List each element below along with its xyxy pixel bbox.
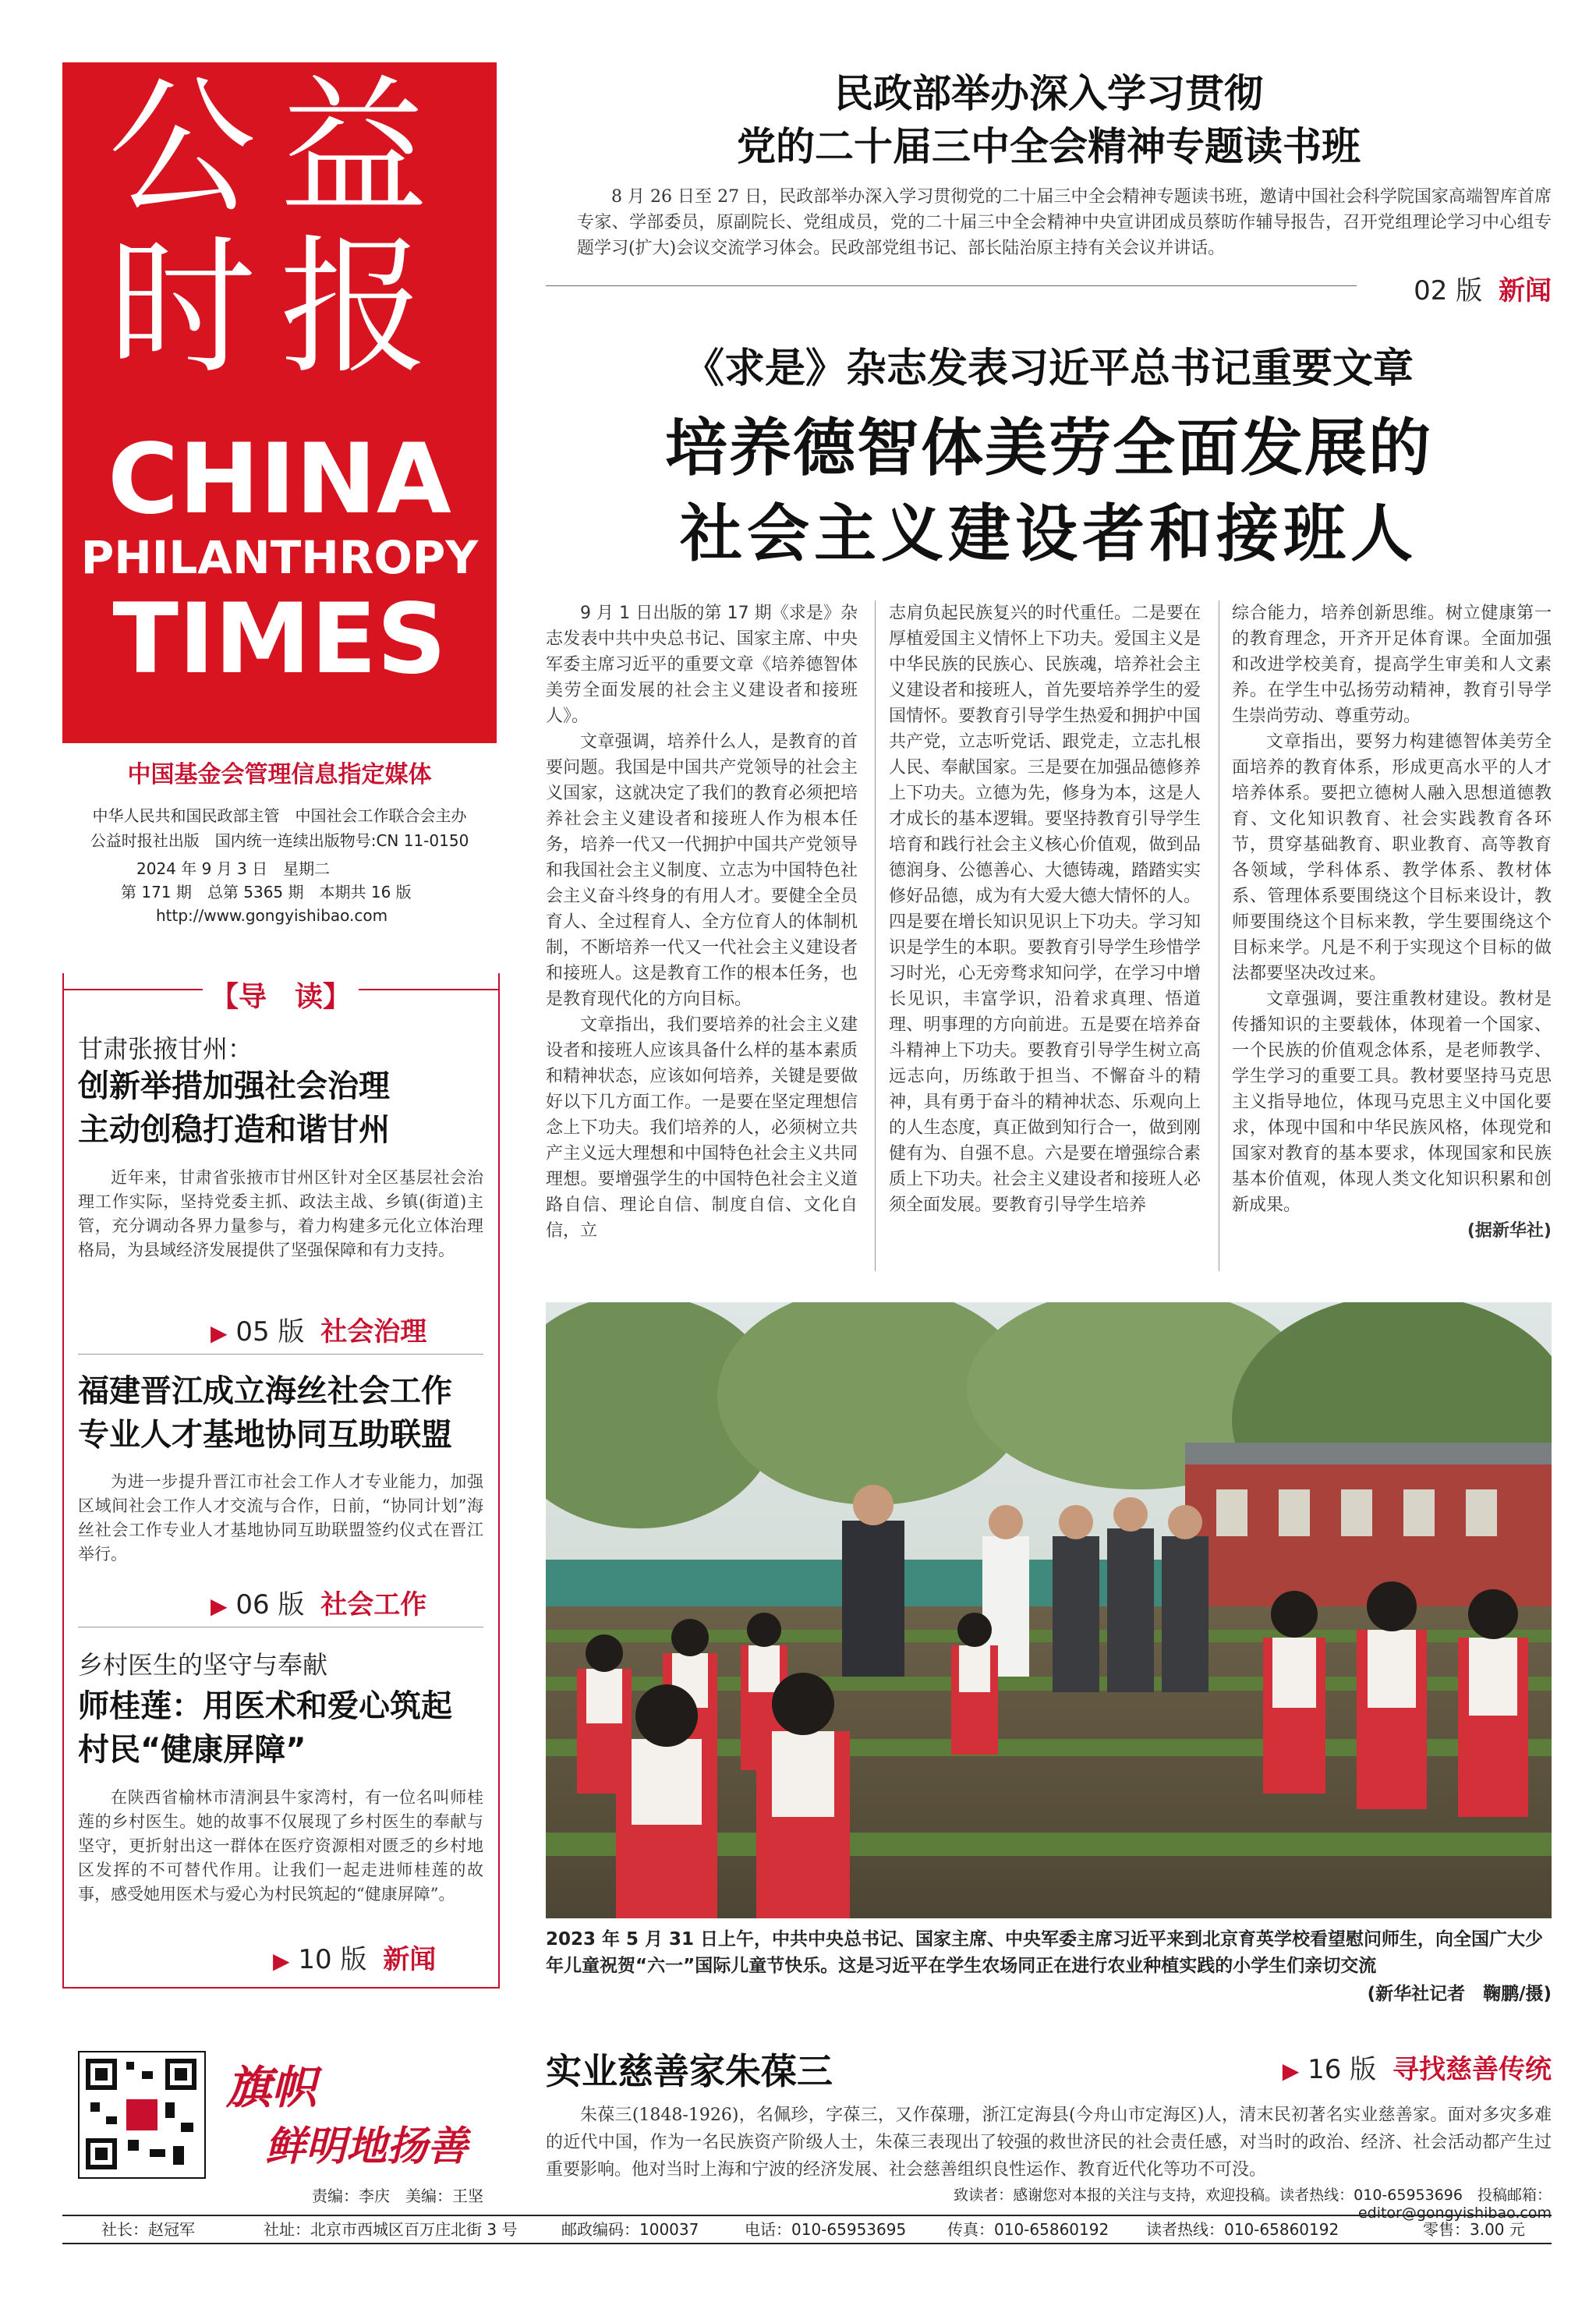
triangle-icon: ▶ [273,1948,290,1974]
publisher-line2: 公益时报社出版 国内统一连续出版物号:CN 11-0150 [90,831,469,850]
lead-title-line2[interactable]: 社会主义建设者和接班人 [680,498,1417,570]
lead-paragraph: 文章指出，要努力构建德智体美劳全面培养的教育体系，形成更高水平的人才培养体系。要把立德树人融入思想道德教育、文化知识教育、社会实践教育各环节，贯穿基础教育、职业教育、高等教育各领域，学科体系、教学体系、教材体系、管理体系要围绕这个目标来设计，教师要围绕这个目标来教，学生要围绕这个目标来学。凡是不利于实现这个目标的做法都要坚决改过来。 [1232,732,1552,983]
guide-item3-ref[interactable] [273,1938,491,1976]
top-story-headline2[interactable]: 党的二十届三中全会精神专题读书班 [737,123,1361,169]
lead-paragraph: 志肩负起民族复兴的时代重任。二是要在厚植爱国主义情怀上下功夫。爱国主义是中华民族的民族心、民族魂，培养社会主义建设者和接班人，首先要培养学生的爱国情怀。要教育引导学生热爱和拥护中国共产党，立志听党话、跟党走，立志扎根人民、奉献国家。三是要在加强品德修养上下功夫。立德为先，修身为本，这是人才成长的基本逻辑。要坚持教育引导学生培育和践行社会主义核心价值观，做到品德润身、公德善心、大德铸魂，踏踏实实修好品德，成为有大爱大德大情怀的人。四是要在增长知识见识上下功夫。学习知识是学生的本职。要教育引导学生珍惜学习时光，心无旁骛求知问学，在学习中增长见识，丰富学识，沿着求真理、悟道理、明事理的方向前进。五是要在培养奋斗精神上下功夫。要教育引导学生树立高远志向，历练敢于担当、不懈奋斗的精神，具有勇于奋斗的精神状态、乐观向上的人生态度，真正做到知行合一，做到刚健有为、自强不息。六是要在增强综合素质上下功夫。社会主义建设者和接班人必须全面发展。要教育引导学生培养 [889,604,1201,1215]
website-link[interactable]: http://www.gongyishibao.com [156,906,388,925]
footer-fax: 传真：010-65860192 [947,2220,1109,2239]
guide-item1-kicker: 甘肃张掖甘州： [78,1034,253,1064]
masthead-english-line2: PHILANTHROPY [80,531,479,584]
footer-address: 社址：北京市西城区百万庄北街 3 号 [264,2220,518,2239]
lead-title-line1[interactable]: 培养德智体美劳全面发展的 [665,412,1432,484]
guide-item2-page: 06 版 [235,1589,305,1620]
guide-item3-title1[interactable]: 师桂莲：用医术和爱心筑起 [78,1688,452,1724]
guide-item2-ref[interactable] [211,1583,491,1621]
news-photo[interactable] [546,1302,1552,1918]
guide-item3-section: 新闻 [383,1944,437,1975]
editors: 责编：李庆 美编：王坚 [312,2187,483,2205]
lead-source: (据新华社) [1467,1221,1552,1241]
bottom-story-section: 寻找慈善传统 [1393,2054,1552,2085]
triangle-icon: ▶ [211,1320,228,1346]
guide-item3-kicker: 乡村医生的坚守与奉献 [78,1650,328,1680]
guide-item3-body: 在陕西省榆林市清涧县牛家湾村，有一位名叫师桂莲的乡村医生。她的故事不仅展现了乡村医生的奉献与坚守，更折射出这一群体在医疗资源相对匮乏的乡村地区发挥的不可替代作用。让我们一起走进师桂莲的故事，感受她用医术与爱心为村民筑起的“健康屏障”。 [78,1788,483,1904]
slogan-line1: 旗帜 [226,2061,317,2114]
lead-paragraph: 文章强调，要注重教材建设。教材是传播知识的主要载体，体现着一个国家、一个民族的价值观念体系，是老师教学、学生学习的重要工具。教材要坚持马克思主义指导地位，体现马克思主义中国化要求，体现中国和中华民族风格，体现党和国家对教育的基本要求，体现国家和民族基本价值观，体现人类文化知识积累和创新成果。 [1232,990,1552,1215]
guide-item2-section: 社会工作 [320,1589,427,1620]
issue-number: 第 171 期 总第 5365 期 本期共 16 版 [121,883,412,901]
top-story-rule [546,285,1357,286]
publisher-line1: 中华人民共和国民政部主管 中国社会工作联合会主办 [92,806,467,825]
guide-item1-section: 社会治理 [320,1316,427,1348]
slogan-line2: 鲜明地扬善 [265,2123,469,2170]
guide-item1-page: 05 版 [235,1316,305,1348]
triangle-icon: ▶ [211,1593,228,1619]
bottom-story-body: 朱葆三(1848-1926)，名佩珍，字葆三，又作葆珊，浙江定海县(今舟山市定海区)人，清末民初著名实业慈善家。面对多灾多难的近代中国，作为一名民族资产阶级人士，朱葆三表现出了较强的救世济民的社会责任感，对当时的政治、经济、社会活动都产生过重要影响。他对当时上海和宁波的经济发展、社会慈善组织良性运作、教育近代化等功不可没。 [546,2105,1552,2180]
bottom-story-page: 16 版 [1308,2054,1377,2085]
guide-divider [78,1354,483,1355]
slogan [226,2051,483,2176]
footer-reader-hotline: 读者热线：010-65860192 [1146,2220,1339,2239]
triangle-icon: ▶ [1282,2058,1300,2084]
photo-illustration [546,1302,1552,1918]
lead-column-3 [1232,600,1552,1244]
masthead-english-line3: TIMES [112,583,447,696]
lead-paragraph: 文章强调，培养什么人，是教育的首要问题。我国是中国共产党领导的社会主义国家，这就决定了我们的教育必须把培养社会主义建设者和接班人作为根本任务，培养一代又一代拥护中国共产党领导和我国社会主义制度、立志为中国特色社会主义奋斗终身的有用人才。要健全全员育人、全过程育人、全方位育人的体制机制，不断培养一代又一代社会主义建设者和接班人。这是教育工作的根本任务，也是教育现代化的方向目标。 [546,732,858,1009]
guide-item1-title2[interactable]: 主动创稳打造和谐甘州 [78,1112,390,1148]
footer-price: 零售：3.00 元 [1423,2220,1525,2239]
top-story-page: 02 版 [1414,275,1483,306]
footer-president: 社长：赵冠军 [101,2220,195,2239]
photo-caption-text: 2023 年 5 月 31 日上午，中共中央总书记、国家主席、中央军委主席习近平来到北京育英学校看望慰问师生，向全国广大少年儿童祝贺“六一”国际儿童节快乐。这是习近平在学生农场同正在进行农业种植实践的小学生们亲切交流 [546,1929,1544,1976]
lead-column-2 [889,600,1201,1218]
guide-item3-title2[interactable]: 村民“健康屏障” [78,1732,306,1768]
guide-header-line-right [359,989,498,990]
top-story-section: 新闻 [1499,275,1552,306]
issue-date: 2024 年 9 月 3 日 星期二 [136,859,331,878]
guide-header-line-left [62,989,203,990]
masthead-chinese-line1: 公益 [108,62,451,234]
guide-item2-title2[interactable]: 专业人才基地协同互助联盟 [78,1417,452,1453]
bottom-story-ref[interactable] [1170,2048,1552,2086]
lead-paragraph: 综合能力，培养创新思维。树立健康第一的教育理念，开齐开足体育课。全面加强和改进学校美育，提高学生审美和人文素养。在学生中弘扬劳动精神，教育引导学生崇尚劳动、尊重劳动。 [1232,604,1552,726]
lead-kicker: 《求是》杂志发表习近平总书记重要文章 [683,345,1414,392]
masthead-english-line1: CHINA [108,423,451,536]
footer-phone: 电话：010-65953695 [745,2220,907,2239]
guide-item2-title1[interactable]: 福建晋江成立海丝社会工作 [78,1373,452,1409]
column-separator [875,600,876,1271]
guide-item1-body: 近年来，甘肃省张掖市甘州区针对全区基层社会治理工作实际，坚持党委主抓、政法主战、乡镇(街道)主管，充分调动各界力量参与，着力构建多元化立体治理格局，为县域经济发展提供了坚强保障和有力支持。 [78,1168,483,1259]
guide-header: 【导 读】 [203,975,359,1015]
lead-paragraph: 9 月 1 日出版的第 17 期《求是》杂志发表中共中央总书记、国家主席、中央军委主席习近平的重要文章《培养德智体美劳全面发展的社会主义建设者和接班人》。 [546,604,858,726]
top-story-body: 8 月 26 日至 27 日，民政部举办深入学习贯彻党的二十届三中全会精神专题读书班，邀请中国社会科学院国家高端智库首席专家、学部委员，原副院长、党组成员，党的二十届三中全会精神中央宣讲团成员蔡昉作辅导报告，召开党组理论学习中心组专题学习(扩大)会议交流学习体会。民政部党组书记、部长陆治原主持有关会议并讲话。 [577,187,1552,258]
photo-caption [546,1926,1552,1979]
qr-code[interactable] [78,2051,206,2179]
top-story-ref[interactable] [1364,269,1552,307]
guide-item1-title1[interactable]: 创新举措加强社会治理 [78,1068,390,1104]
masthead [62,62,497,743]
bottom-story-title[interactable]: 实业慈善家朱葆三 [546,2050,833,2092]
top-story-headline1[interactable]: 民政部举办深入学习贯彻 [834,70,1263,116]
reader-notice: 致读者：感谢您对本报的关注与支持，欢迎投稿。读者热线：010-65953696 投稿邮箱：editor@gongyishibao.com [954,2187,1552,2222]
guide-item3-page: 10 版 [298,1944,367,1975]
tagline: 中国基金会管理信息指定媒体 [127,761,432,788]
footer-postcode: 邮政编码：100037 [561,2220,699,2239]
guide-item1-ref[interactable] [211,1310,491,1348]
footer [62,2215,1552,2244]
photo-credit: (新华社记者 鞠鹏/摄) [1367,1984,1552,2004]
lead-paragraph: 文章指出，我们要培养的社会主义建设者和接班人应该具备什么样的基本素质和精神状态，应该如何培养，关键是要做好以下几方面工作。一是要在坚定理想信念上下功夫。我们培养的人，必须树立共产主义远大理想和中国特色社会主义共同理想。要增强学生的中国特色社会主义道路自信、理论自信、制度自信、文化自信，立 [546,1015,858,1241]
lead-column-1 [546,600,858,1244]
masthead-chinese-line2: 时报 [108,221,451,394]
guide-item2-body: 为进一步提升晋江市社会工作人才专业能力，加强区域间社会工作人才交流与合作，日前，“协同计划”海丝社会工作专业人才基地协同互助联盟签约仪式在晋江举行。 [78,1472,483,1564]
